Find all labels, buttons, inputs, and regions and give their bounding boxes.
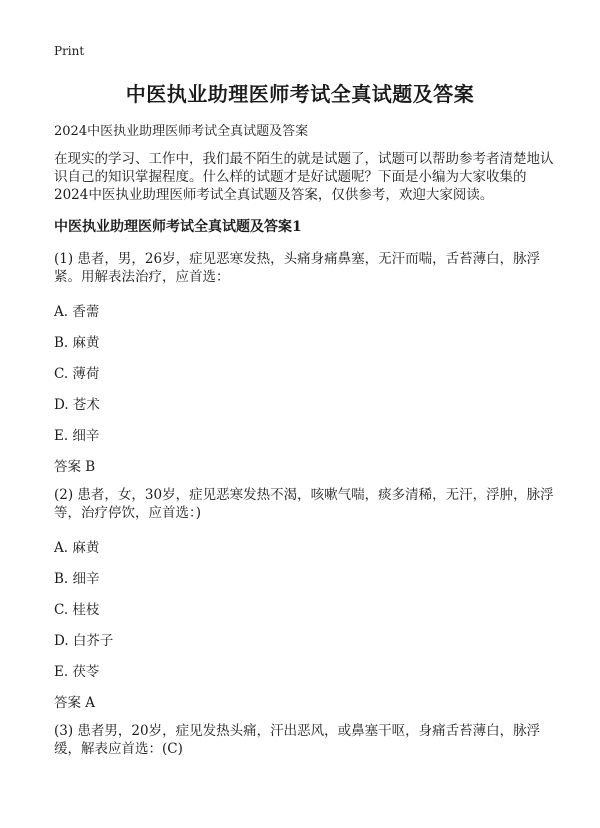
question-1-answer: 答案 B (54, 459, 96, 475)
question-2-answer: 答案 A (54, 695, 96, 711)
question-3-stem: (3) 患者男，20岁，症见发热头痛，汗出恶风，或鼻塞干呕，身痛舌苔薄白，脉浮缓，解表应首选：(C) (54, 723, 541, 757)
question-1-option-a: A. 香薷 (54, 304, 100, 320)
question-1-option-c: C. 薄荷 (54, 366, 100, 382)
question-1-option-d: D. 苍术 (54, 397, 100, 413)
question-2-option-a: A. 麻黄 (54, 540, 100, 556)
question-2-stem: (2) 患者，女，30岁，症见恶寒发热不渴，咳嗽气喘，痰多清稀，无汗，浮肿，脉浮等，治疗停饮，应首选：) (54, 487, 554, 521)
question-2-option-c: C. 桂枝 (54, 602, 100, 618)
article-subtitle: 2024中医执业助理医师考试全真试题及答案 (54, 124, 309, 139)
page-title: 中医执业助理医师考试全真试题及答案 (125, 82, 475, 106)
question-1-option-b: B. 麻黄 (54, 335, 100, 351)
intro-paragraph: 在现实的学习、工作中，我们最不陌生的就是试题了，试题可以帮助参考者清楚地认识自己的知识掌握程度。什么样的试题才是好试题呢？下面是小编为大家收集的2024中医执业助理医师考试全真试题及答案，仅供参考，欢迎大家阅读。 (54, 151, 554, 203)
question-2-option-d: D. 白芥子 (54, 633, 114, 649)
print-link[interactable]: Print (54, 44, 85, 58)
question-2-option-b: B. 细辛 (54, 571, 100, 587)
question-1-stem: (1) 患者，男，26岁，症见恶寒发热，头痛身痛鼻塞，无汗而喘，舌苔薄白，脉浮紧。用解表法治疗，应首选： (54, 251, 541, 285)
question-2-option-e: E. 茯苓 (54, 664, 100, 680)
question-1-option-e: E. 细辛 (54, 428, 100, 444)
section-heading: 中医执业助理医师考试全真试题及答案1 (54, 219, 302, 235)
